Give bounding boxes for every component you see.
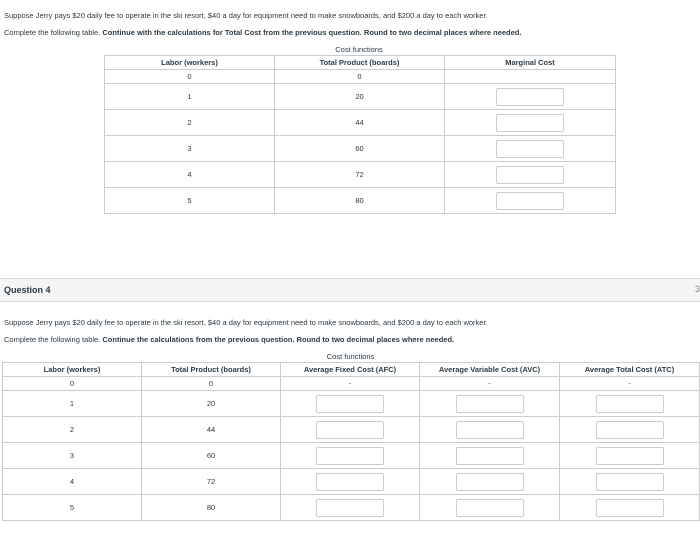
q3-labor-cell: 5 bbox=[105, 188, 275, 214]
q4-afc-cell bbox=[281, 443, 420, 469]
q4-instruction-bold: Continue the calculations from the previous question. Round to two decimal places where needed. bbox=[102, 335, 455, 344]
q4-avc-input-2[interactable] bbox=[456, 421, 524, 439]
q4-tp-cell: 44 bbox=[142, 417, 281, 443]
table-row bbox=[3, 495, 700, 521]
q4-atc-cell bbox=[560, 391, 700, 417]
q4-avc-cell bbox=[420, 443, 560, 469]
q4-atc-cell bbox=[560, 443, 700, 469]
q4-tp-cell: 80 bbox=[142, 495, 281, 521]
q4-afc-input-1[interactable] bbox=[316, 395, 384, 413]
table-row bbox=[105, 188, 616, 214]
table-row bbox=[105, 70, 616, 84]
q4-atc-cell bbox=[560, 495, 700, 521]
q4-avc-input-5[interactable] bbox=[456, 499, 524, 517]
q4-afc-input-5[interactable] bbox=[316, 499, 384, 517]
q3-mc-input-3[interactable] bbox=[496, 140, 564, 158]
q4-intro-text: Suppose Jerry pays $20 daily fee to operate in the ski resort, $40 a day for equipment need to make snowboards, and $200 a day to each worker. bbox=[4, 318, 488, 327]
q3-labor-cell: 0 bbox=[105, 70, 275, 84]
q4-avc-cell bbox=[420, 417, 560, 443]
q4-header-row bbox=[3, 363, 700, 377]
q4-labor-cell: 3 bbox=[3, 443, 142, 469]
q3-labor-cell: 1 bbox=[105, 84, 275, 110]
q4-avc-dash: - bbox=[420, 377, 560, 391]
q3-mc-cell bbox=[445, 84, 616, 110]
q4-afc-input-4[interactable] bbox=[316, 473, 384, 491]
q4-afc-cell bbox=[281, 417, 420, 443]
table-row bbox=[3, 443, 700, 469]
question-4-header bbox=[0, 278, 700, 302]
q3-instruction-bold: Continue with the calculations for Total Cost from the previous question. Round to two decimal places where needed. bbox=[102, 28, 522, 37]
q3-labor-cell: 3 bbox=[105, 136, 275, 162]
table-row bbox=[105, 84, 616, 110]
q4-afc-cell bbox=[281, 469, 420, 495]
table-row bbox=[3, 417, 700, 443]
question-title: Question 4 bbox=[4, 285, 51, 295]
q3-mc-cell bbox=[445, 136, 616, 162]
q3-tp-cell: 60 bbox=[275, 136, 445, 162]
q4-atc-dash: - bbox=[560, 377, 700, 391]
q4-avc-input-3[interactable] bbox=[456, 447, 524, 465]
q4-avc-input-4[interactable] bbox=[456, 473, 524, 491]
q3-header-row bbox=[105, 56, 616, 70]
q3-mc-cell bbox=[445, 162, 616, 188]
q3-tp-cell: 72 bbox=[275, 162, 445, 188]
q4-atc-input-3[interactable] bbox=[596, 447, 664, 465]
q4-atc-input-1[interactable] bbox=[596, 395, 664, 413]
q4-atc-input-5[interactable] bbox=[596, 499, 664, 517]
q3-table-caption: Cost functions bbox=[335, 45, 383, 54]
q3-tp-cell: 80 bbox=[275, 188, 445, 214]
q3-mc-cell bbox=[445, 188, 616, 214]
q4-afc-dash: - bbox=[281, 377, 420, 391]
q3-tp-cell: 20 bbox=[275, 84, 445, 110]
q4-avc-input-1[interactable] bbox=[456, 395, 524, 413]
q4-avc-cell bbox=[420, 469, 560, 495]
q3-mc-cell bbox=[445, 110, 616, 136]
q4-atc-input-4[interactable] bbox=[596, 473, 664, 491]
q4-afc-input-2[interactable] bbox=[316, 421, 384, 439]
q3-header-total-product: Total Product (boards) bbox=[275, 56, 445, 70]
q4-header-atc: Average Total Cost (ATC) bbox=[560, 363, 700, 377]
table-row bbox=[3, 377, 700, 391]
table-row bbox=[105, 136, 616, 162]
q3-cost-table bbox=[104, 55, 616, 214]
q3-instruction-plain: Complete the following table. bbox=[4, 28, 103, 37]
edge-glyph: 3 bbox=[694, 284, 700, 294]
q3-intro-text: Suppose Jerry pays $20 daily fee to operate in the ski resort, $40 a day for equipment need to make snowboards, and $200 a day to each worker. bbox=[4, 11, 488, 20]
q4-tp-cell: 60 bbox=[142, 443, 281, 469]
q3-mc-cell-empty bbox=[445, 70, 616, 84]
q4-tp-cell: 72 bbox=[142, 469, 281, 495]
q4-avc-cell bbox=[420, 495, 560, 521]
table-row bbox=[105, 110, 616, 136]
q4-atc-cell bbox=[560, 417, 700, 443]
q4-table-caption: Cost functions bbox=[326, 352, 375, 361]
table-row bbox=[3, 469, 700, 495]
q4-labor-cell: 5 bbox=[3, 495, 142, 521]
q4-avc-cell bbox=[420, 391, 560, 417]
q4-tp-cell: 20 bbox=[142, 391, 281, 417]
q4-header-labor: Labor (workers) bbox=[3, 363, 142, 377]
q4-instructions bbox=[4, 335, 454, 344]
q4-instruction-plain: Complete the following table. bbox=[4, 335, 103, 344]
q3-labor-cell: 2 bbox=[105, 110, 275, 136]
q3-mc-input-1[interactable] bbox=[496, 88, 564, 106]
q4-labor-cell: 2 bbox=[3, 417, 142, 443]
table-row bbox=[3, 391, 700, 417]
q4-header-avc: Average Variable Cost (AVC) bbox=[420, 363, 560, 377]
q3-mc-input-4[interactable] bbox=[496, 166, 564, 184]
q4-afc-cell bbox=[281, 495, 420, 521]
q3-labor-cell: 4 bbox=[105, 162, 275, 188]
q3-mc-input-5[interactable] bbox=[496, 192, 564, 210]
table-row bbox=[105, 162, 616, 188]
q3-mc-input-2[interactable] bbox=[496, 114, 564, 132]
q3-tp-cell: 0 bbox=[275, 70, 445, 84]
q3-header-marginal-cost: Marginal Cost bbox=[445, 56, 616, 70]
q4-afc-input-3[interactable] bbox=[316, 447, 384, 465]
q4-tp-cell: 0 bbox=[142, 377, 281, 391]
q4-labor-cell: 4 bbox=[3, 469, 142, 495]
q3-header-labor: Labor (workers) bbox=[105, 56, 275, 70]
q4-cost-table bbox=[2, 362, 700, 521]
q3-tp-cell: 44 bbox=[275, 110, 445, 136]
q4-afc-cell bbox=[281, 391, 420, 417]
q4-atc-input-2[interactable] bbox=[596, 421, 664, 439]
q4-header-afc: Average Fixed Cost (AFC) bbox=[281, 363, 420, 377]
q4-header-total-product: Total Product (boards) bbox=[142, 363, 281, 377]
q4-atc-cell bbox=[560, 469, 700, 495]
q4-labor-cell: 0 bbox=[3, 377, 142, 391]
q4-labor-cell: 1 bbox=[3, 391, 142, 417]
q3-instructions bbox=[4, 28, 521, 37]
